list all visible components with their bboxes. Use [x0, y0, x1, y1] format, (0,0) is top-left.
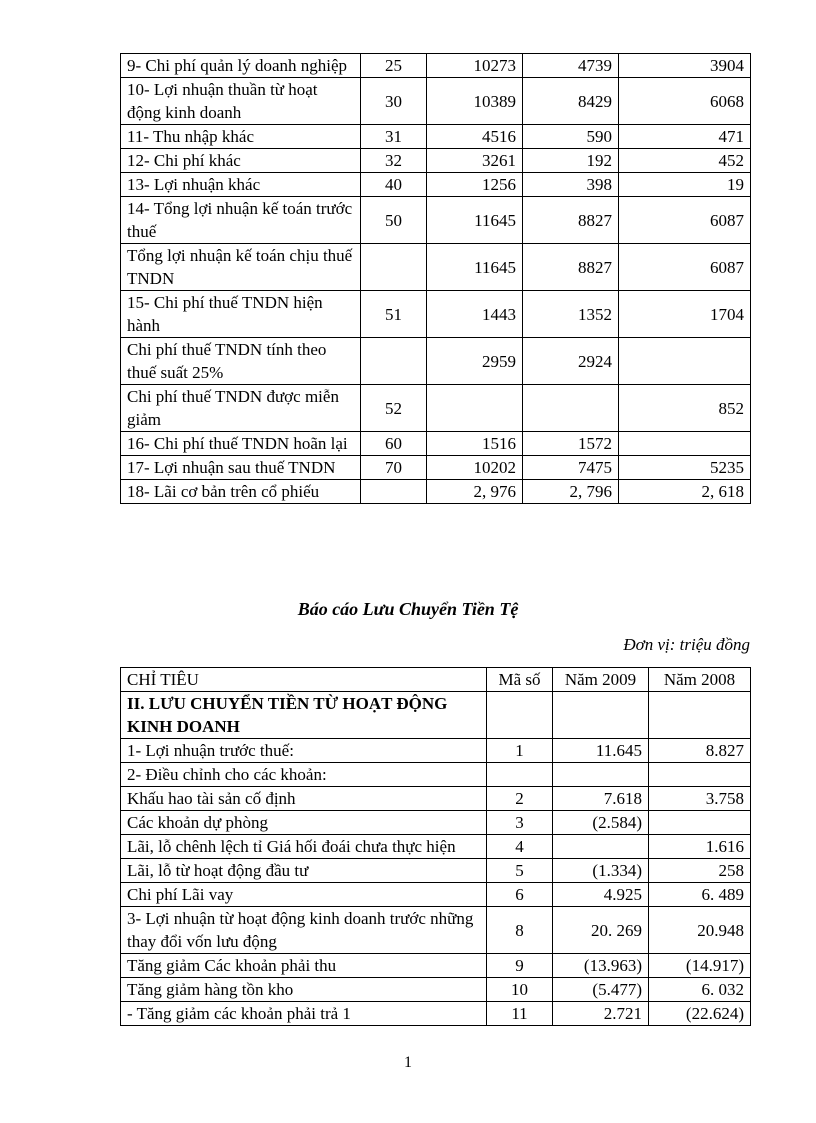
- row-value-3: 6068: [619, 78, 751, 125]
- row-label: II. LƯU CHUYỂN TIỀN TỪ HOẠT ĐỘNG KINH DOANH: [121, 692, 487, 739]
- row-code: 9: [487, 954, 553, 978]
- table-row: [121, 125, 751, 149]
- row-label: Tăng giảm hàng tồn kho: [121, 978, 487, 1002]
- row-code: 11: [487, 1002, 553, 1026]
- row-code: 10: [487, 978, 553, 1002]
- row-value-3: 852: [619, 385, 751, 432]
- table-row: [121, 739, 751, 763]
- row-label: Lãi, lỗ từ hoạt động đầu tư: [121, 859, 487, 883]
- table-row: [121, 787, 751, 811]
- row-label: 12- Chi phí khác: [121, 149, 361, 173]
- row-value-2009: (1.334): [553, 859, 649, 883]
- unit-label: Đơn vị: triệu đồng: [623, 635, 750, 654]
- row-value-3: 19: [619, 173, 751, 197]
- row-value-1: [427, 385, 523, 432]
- row-value-1: 11645: [427, 197, 523, 244]
- row-value-2008: [649, 763, 751, 787]
- row-value-2008: 20.948: [649, 907, 751, 954]
- page-number: 1: [404, 1054, 412, 1071]
- row-value-2: 192: [523, 149, 619, 173]
- row-value-1: 4516: [427, 125, 523, 149]
- table-row: [121, 883, 751, 907]
- row-value-2008: 3.758: [649, 787, 751, 811]
- header-row: [121, 668, 751, 692]
- table-row: [121, 763, 751, 787]
- row-code: 25: [361, 54, 427, 78]
- row-code: 4: [487, 835, 553, 859]
- row-value-3: [619, 432, 751, 456]
- header-cell-2008: Năm 2008: [649, 668, 751, 692]
- cashflow-body: [121, 692, 751, 1026]
- row-code: [487, 763, 553, 787]
- row-value-1: 1256: [427, 173, 523, 197]
- table-row: [121, 978, 751, 1002]
- row-label: 18- Lãi cơ bản trên cổ phiếu: [121, 480, 361, 504]
- row-value-2: 1572: [523, 432, 619, 456]
- row-value-1: 2959: [427, 338, 523, 385]
- table-row: [121, 78, 751, 125]
- row-code: 5: [487, 859, 553, 883]
- header-cell-code: Mã số: [487, 668, 553, 692]
- table-row: [121, 692, 751, 739]
- table-row: [121, 480, 751, 504]
- table-row: [121, 54, 751, 78]
- row-value-2009: (2.584): [553, 811, 649, 835]
- row-code: 2: [487, 787, 553, 811]
- row-label: Chi phí thuế TNDN tính theo thuế suất 25%: [121, 338, 361, 385]
- row-label: 17- Lợi nhuận sau thuế TNDN: [121, 456, 361, 480]
- row-value-2: 590: [523, 125, 619, 149]
- row-value-2: 8827: [523, 244, 619, 291]
- row-label: 16- Chi phí thuế TNDN hoãn lại: [121, 432, 361, 456]
- row-value-3: 3904: [619, 54, 751, 78]
- table-row: [121, 385, 751, 432]
- row-value-2009: [553, 763, 649, 787]
- row-code: [361, 480, 427, 504]
- row-code: 1: [487, 739, 553, 763]
- row-code: [487, 692, 553, 739]
- cashflow-table: [120, 667, 751, 1026]
- row-code: 3: [487, 811, 553, 835]
- row-label: 1- Lợi nhuận trước thuế:: [121, 739, 487, 763]
- row-value-2: [523, 385, 619, 432]
- table-row: [121, 859, 751, 883]
- row-code: [361, 338, 427, 385]
- table-row: [121, 811, 751, 835]
- row-label: Chi phí thuế TNDN được miễn giảm: [121, 385, 361, 432]
- row-value-3: 6087: [619, 244, 751, 291]
- row-value-3: 1704: [619, 291, 751, 338]
- table-row: [121, 954, 751, 978]
- header-cell-label: CHỈ TIÊU: [121, 668, 487, 692]
- row-code: 31: [361, 125, 427, 149]
- row-value-2009: 4.925: [553, 883, 649, 907]
- row-value-2009: (5.477): [553, 978, 649, 1002]
- row-value-2008: 8.827: [649, 739, 751, 763]
- row-label: 15- Chi phí thuế TNDN hiện hành: [121, 291, 361, 338]
- row-value-2008: [649, 811, 751, 835]
- row-value-2009: 2.721: [553, 1002, 649, 1026]
- row-code: 40: [361, 173, 427, 197]
- row-label: 2- Điều chỉnh cho các khoản:: [121, 763, 487, 787]
- row-label: 11- Thu nhập khác: [121, 125, 361, 149]
- row-code: 60: [361, 432, 427, 456]
- row-value-2: 8429: [523, 78, 619, 125]
- row-code: 70: [361, 456, 427, 480]
- row-label: 3- Lợi nhuận từ hoạt động kinh doanh trước những thay đổi vốn lưu động: [121, 907, 487, 954]
- table-row: [121, 173, 751, 197]
- row-label: 9- Chi phí quản lý doanh nghiệp: [121, 54, 361, 78]
- row-code: 51: [361, 291, 427, 338]
- row-code: 6: [487, 883, 553, 907]
- row-label: Khấu hao tài sản cố định: [121, 787, 487, 811]
- table-row: [121, 907, 751, 954]
- row-value-3: 6087: [619, 197, 751, 244]
- row-value-1: 11645: [427, 244, 523, 291]
- row-value-2008: 258: [649, 859, 751, 883]
- row-value-1: 2, 976: [427, 480, 523, 504]
- row-value-2: 2924: [523, 338, 619, 385]
- table-row: [121, 1002, 751, 1026]
- row-label: Các khoản dự phòng: [121, 811, 487, 835]
- row-label: - Tăng giảm các khoản phải trả 1: [121, 1002, 487, 1026]
- row-value-2: 2, 796: [523, 480, 619, 504]
- row-value-2: 1352: [523, 291, 619, 338]
- row-value-2009: (13.963): [553, 954, 649, 978]
- table-row: [121, 149, 751, 173]
- row-value-2: 8827: [523, 197, 619, 244]
- row-code: 8: [487, 907, 553, 954]
- row-code: 32: [361, 149, 427, 173]
- row-label: Lãi, lỗ chênh lệch tỉ Giá hối đoái chưa thực hiện: [121, 835, 487, 859]
- table-row: [121, 835, 751, 859]
- row-value-2008: 6. 032: [649, 978, 751, 1002]
- row-value-1: 1443: [427, 291, 523, 338]
- row-label: 14- Tổng lợi nhuận kế toán trước thuế: [121, 197, 361, 244]
- row-value-2: 398: [523, 173, 619, 197]
- row-code: 50: [361, 197, 427, 244]
- table-row: [121, 338, 751, 385]
- income-statement-table: [120, 53, 751, 504]
- table-row: [121, 291, 751, 338]
- row-code: [361, 244, 427, 291]
- row-value-2009: 11.645: [553, 739, 649, 763]
- table-row: [121, 244, 751, 291]
- row-label: Chi phí Lãi vay: [121, 883, 487, 907]
- row-value-3: 5235: [619, 456, 751, 480]
- row-label: 13- Lợi nhuận khác: [121, 173, 361, 197]
- cashflow-title: Báo cáo Lưu Chuyển Tiền Tệ: [297, 599, 519, 619]
- row-value-1: 10273: [427, 54, 523, 78]
- row-code: 30: [361, 78, 427, 125]
- row-value-2008: (22.624): [649, 1002, 751, 1026]
- row-value-3: 2, 618: [619, 480, 751, 504]
- row-label: 10- Lợi nhuận thuần từ hoạt động kinh doanh: [121, 78, 361, 125]
- table-row: [121, 432, 751, 456]
- row-value-3: 471: [619, 125, 751, 149]
- row-value-3: [619, 338, 751, 385]
- row-value-1: 3261: [427, 149, 523, 173]
- header-cell-2009: Năm 2009: [553, 668, 649, 692]
- row-value-2008: 1.616: [649, 835, 751, 859]
- row-value-2: 7475: [523, 456, 619, 480]
- row-value-1: 1516: [427, 432, 523, 456]
- row-value-2008: 6. 489: [649, 883, 751, 907]
- row-value-1: 10202: [427, 456, 523, 480]
- row-value-3: 452: [619, 149, 751, 173]
- row-value-2009: [553, 835, 649, 859]
- row-value-1: 10389: [427, 78, 523, 125]
- table-row: [121, 456, 751, 480]
- row-label: Tăng giảm Các khoản phải thu: [121, 954, 487, 978]
- row-value-2008: (14.917): [649, 954, 751, 978]
- row-value-2009: 20. 269: [553, 907, 649, 954]
- row-value-2: 4739: [523, 54, 619, 78]
- row-label: Tổng lợi nhuận kế toán chịu thuế TNDN: [121, 244, 361, 291]
- row-code: 52: [361, 385, 427, 432]
- row-value-2008: [649, 692, 751, 739]
- row-value-2009: [553, 692, 649, 739]
- row-value-2009: 7.618: [553, 787, 649, 811]
- table-row: [121, 197, 751, 244]
- income-statement-body: [121, 54, 751, 504]
